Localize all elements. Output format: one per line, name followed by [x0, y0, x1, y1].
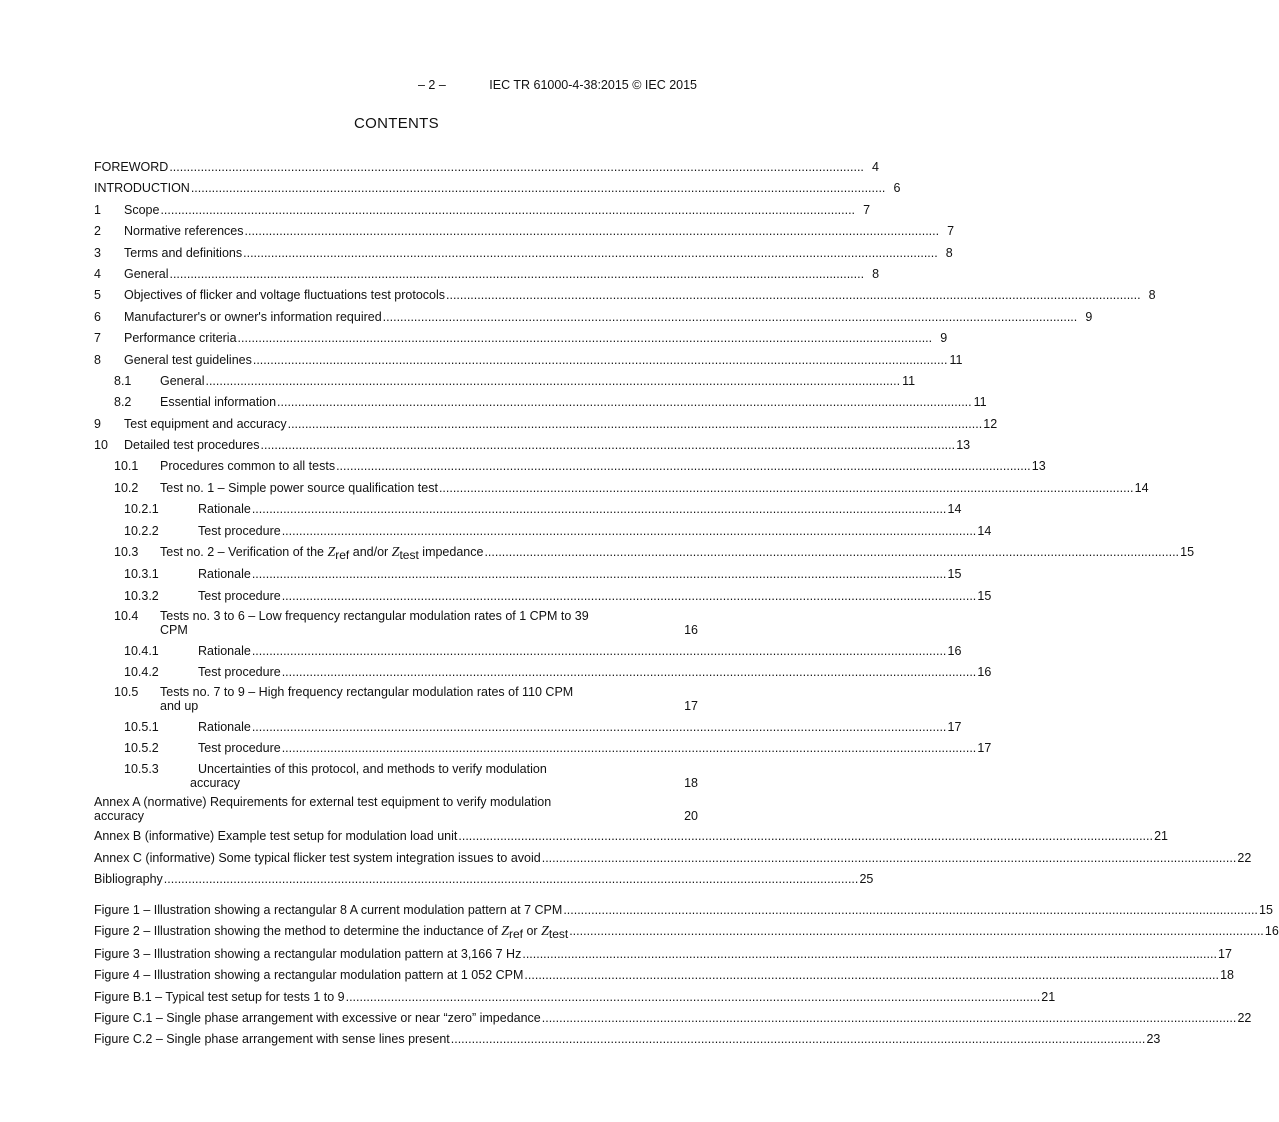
toc-entry-number: 10.3.2 [124, 588, 159, 603]
toc-entry-text: FOREWORD [94, 160, 169, 174]
page-header [418, 78, 697, 92]
toc-entry-text: Detailed test procedures [124, 438, 260, 453]
figure-entry-page: 15 [1259, 903, 1273, 917]
toc-entry-introduction[interactable] [94, 180, 901, 196]
dot-leader [252, 643, 947, 659]
toc-entry-page: 13 [956, 438, 971, 453]
dot-leader [383, 309, 1078, 325]
toc-entry-annex-a[interactable] [94, 795, 698, 823]
figure-entry-2[interactable] [94, 923, 1279, 942]
toc-entry-page: 12 [983, 416, 998, 431]
toc-entry-10-2[interactable] [94, 480, 1149, 496]
toc-entry-text-continued: and up [160, 699, 199, 714]
toc-entry-number: 10.4.1 [124, 643, 159, 658]
dot-leader [282, 664, 977, 680]
dot-leader [524, 967, 1219, 983]
dot-leader [484, 544, 1179, 560]
dot-leader [569, 923, 1264, 939]
toc-entry-number: 10.3.1 [124, 567, 159, 582]
figure-entry-b1[interactable] [94, 989, 1056, 1005]
toc-entry-page: 14 [1134, 480, 1149, 495]
toc-entry-4[interactable] [94, 266, 880, 282]
figure-entry-page: 22 [1237, 1010, 1252, 1025]
toc-entry-page: 13 [1031, 459, 1046, 474]
toc-entry-page: 14 [947, 502, 962, 517]
toc-entry-number: 10.5 [114, 685, 139, 700]
toc-entry-8-1[interactable] [94, 373, 916, 389]
toc-entry-page: 6 [893, 181, 901, 196]
dot-leader [205, 373, 900, 389]
toc-entry-text: Essential information [160, 395, 277, 410]
toc-entry-text: Terms and definitions [124, 245, 243, 260]
toc-entry-10-5-3[interactable] [94, 762, 698, 790]
dot-leader [336, 458, 1031, 474]
toc-entry-bibliography[interactable] [94, 871, 874, 887]
dot-leader [451, 1031, 1146, 1047]
toc-entry-2[interactable] [94, 223, 955, 239]
dot-leader [261, 437, 956, 453]
toc-entry-page: 11 [949, 352, 963, 367]
toc-entry-number: 10.5.1 [124, 719, 159, 734]
dot-leader [169, 266, 864, 282]
toc-entry-number: 8.2 [114, 395, 132, 410]
toc-entry-8-2[interactable] [94, 394, 987, 410]
toc-entry-number: 10.4.2 [124, 664, 159, 679]
figure-entry-text: Figure B.1 – Typical test setup for tests 1 to 9 [94, 989, 345, 1004]
toc-entry-text: Procedures common to all tests [160, 459, 336, 474]
toc-entry-text: General [160, 373, 205, 388]
figure-entry-page: 16 [1264, 924, 1279, 939]
toc-entry-page: 8 [945, 245, 953, 260]
toc-entry-number: 10.5.3 [124, 761, 159, 776]
toc-entry-page: 15 [947, 567, 962, 582]
toc-entry-number: 10.4 [114, 609, 139, 624]
figure-entry-text: Figure C.1 – Single phase arrangement with excessive or near “zero” impedance [94, 1010, 541, 1025]
toc-entry-page: 16 [947, 643, 962, 658]
dot-leader [252, 719, 947, 735]
figure-entry-c1[interactable] [94, 1010, 1252, 1026]
dot-leader [282, 588, 977, 604]
toc-entry-page: 17 [977, 741, 992, 756]
toc-entry-page: 9 [1085, 309, 1093, 324]
toc-entry-page: 17 [684, 699, 698, 714]
toc-entry-text: Uncertainties of this protocol, and methods to verify modulation [198, 761, 547, 776]
toc-entry-6[interactable] [94, 309, 1093, 325]
toc-entry-10-5-1[interactable] [94, 719, 962, 735]
toc-entry-number: 8.1 [114, 373, 132, 388]
toc-entry-10-4-1[interactable] [94, 643, 962, 659]
toc-entry-7[interactable] [94, 330, 948, 346]
dot-leader [458, 828, 1153, 844]
toc-entry-8[interactable] [94, 352, 963, 368]
toc-entry-10-2-1[interactable] [94, 501, 962, 517]
figure-entry-text: Figure 3 – Illustration showing a rectangular modulation pattern at 3,166 7 Hz [94, 946, 522, 961]
dot-leader [160, 202, 855, 218]
toc-entry-page: 22 [1237, 850, 1252, 865]
z-test-symbol: $Z_{test}$ [391, 545, 419, 563]
figure-entry-page: 23 [1146, 1032, 1161, 1047]
toc-entry-text: Test procedure [198, 741, 281, 756]
table-of-contents [94, 159, 1252, 893]
toc-entry-text: General [124, 266, 169, 281]
toc-entry-number: 4 [94, 266, 101, 281]
toc-entry-10-1[interactable] [94, 458, 1046, 474]
toc-entry-number: 10.5.2 [124, 741, 159, 756]
toc-entry-page: 7 [947, 224, 955, 239]
toc-entry-annex-c[interactable] [94, 850, 1252, 866]
toc-entry-text: Tests no. 3 to 6 – Low frequency rectangular modulation rates of 1 CPM to 39 [160, 609, 589, 624]
dot-leader [164, 871, 859, 887]
toc-entry-3[interactable] [94, 245, 953, 261]
toc-entry-page: 15 [1180, 545, 1195, 560]
toc-entry-text: Annex A (normative) Requirements for external test equipment to verify modulation [94, 794, 552, 809]
toc-entry-text: Test procedure [198, 664, 281, 679]
z-ref-symbol: $Z_{ref}$ [501, 924, 523, 942]
page-number: – 2 – [417, 78, 446, 92]
toc-entry-text: Annex B (informative) Example test setup for modulation load unit [94, 829, 458, 844]
dot-leader [346, 989, 1041, 1005]
figure-entry-page: 17 [1218, 946, 1232, 961]
dot-leader [439, 480, 1134, 496]
toc-entry-page: 8 [1148, 288, 1156, 303]
toc-entry-page: 18 [684, 775, 698, 790]
toc-entry-page: 7 [863, 202, 871, 217]
toc-entry-text: Rationale [198, 567, 251, 582]
toc-entry-number: 10.2.2 [124, 523, 159, 538]
dot-leader [277, 394, 972, 410]
toc-entry-number: 9 [94, 416, 101, 431]
figure-entry-text: Figure C.2 – Single phase arrangement with sense lines present [94, 1032, 450, 1047]
toc-entry-page: 8 [872, 266, 880, 281]
toc-entry-page: 11 [973, 395, 987, 410]
toc-entry-9[interactable] [94, 416, 998, 432]
dot-leader [563, 902, 1258, 918]
toc-entry-page: 17 [947, 719, 962, 734]
dot-leader [191, 180, 886, 196]
toc-entry-10-5[interactable] [94, 685, 698, 713]
toc-entry-page: 25 [859, 872, 874, 887]
figure-entry-4[interactable] [94, 967, 1235, 983]
toc-entry-text: Annex C (informative) Some typical flicker test system integration issues to avoid [94, 850, 541, 865]
toc-entry-text: INTRODUCTION [94, 181, 190, 196]
toc-entry-10-5-2[interactable] [94, 740, 992, 756]
toc-entry-10-4-2[interactable] [94, 664, 992, 680]
toc-entry-text-continued: CPM [160, 623, 188, 638]
toc-entry-number: 10.3 [114, 545, 139, 560]
figure-entry-text: Figure 4 – Illustration showing a rectangular modulation pattern at 1 052 CPM [94, 968, 524, 983]
toc-entry-text: Objectives of flicker and voltage fluctuations test protocols [124, 288, 445, 303]
toc-entry-text: Scope [124, 202, 160, 217]
toc-entry-text-continued: accuracy [94, 808, 145, 823]
toc-entry-page: 15 [977, 588, 992, 603]
figure-entry-page: 18 [1220, 968, 1235, 983]
dot-leader [542, 850, 1237, 866]
dot-leader [245, 223, 940, 239]
z-ref-symbol: $Z_{ref}$ [327, 545, 350, 563]
dot-leader [282, 740, 977, 756]
toc-entry-number: 7 [94, 331, 101, 346]
contents-title: CONTENTS [354, 115, 439, 132]
figure-entry-page: 21 [1041, 989, 1056, 1004]
toc-entry-number: 1 [94, 202, 101, 217]
toc-entry-10-3-1[interactable] [94, 566, 962, 582]
list-of-figures [94, 902, 1279, 1053]
toc-entry-10-3-2[interactable] [94, 588, 992, 604]
toc-entry-page: 9 [940, 331, 948, 346]
dot-leader [252, 566, 947, 582]
toc-entry-page: 16 [977, 664, 992, 679]
figure-entry-text: Figure 2 – Illustration showing the method to determine the inductance of $Z_{ref}$ or $Z_{test}$ [94, 924, 569, 942]
dot-leader [542, 1010, 1237, 1026]
dot-leader [252, 501, 947, 517]
toc-entry-page: 16 [684, 623, 698, 638]
toc-entry-number: 8 [94, 352, 101, 367]
dot-leader [169, 159, 864, 175]
dot-leader [238, 330, 933, 346]
toc-entry-text: Test no. 2 – Verification of the $Z_{ref}$ and/or $Z_{test}$ impedance [160, 545, 484, 563]
toc-entry-10-4[interactable] [94, 609, 698, 637]
toc-entry-number: 2 [94, 224, 101, 239]
dot-leader [253, 352, 948, 368]
toc-entry-text: Test equipment and accuracy [124, 416, 287, 431]
toc-entry-number: 6 [94, 309, 101, 324]
toc-entry-number: 10 [94, 438, 108, 453]
toc-entry-number: 10.2.1 [124, 502, 159, 517]
toc-entry-text: Rationale [198, 643, 251, 658]
toc-entry-text: Rationale [198, 719, 251, 734]
dot-leader [288, 416, 983, 432]
toc-entry-text: Test procedure [198, 588, 281, 603]
toc-entry-text: Test procedure [198, 523, 281, 538]
toc-entry-foreword[interactable] [94, 159, 879, 175]
toc-entry-text-continued: accuracy [190, 775, 241, 790]
figure-entry-3[interactable] [94, 946, 1232, 962]
toc-entry-text: Normative references [124, 224, 244, 239]
toc-entry-page: 11 [902, 373, 916, 388]
toc-entry-text: Tests no. 7 to 9 – High frequency rectangular modulation rates of 110 CPM [160, 685, 574, 700]
toc-entry-text: Test no. 1 – Simple power source qualification test [160, 480, 438, 495]
toc-entry-5[interactable] [94, 287, 1156, 303]
toc-entry-text: Manufacturer's or owner's information required [124, 309, 382, 324]
dot-leader [446, 287, 1141, 303]
dot-leader [282, 523, 977, 539]
toc-entry-number: 10.1 [114, 459, 139, 474]
toc-entry-text: Rationale [198, 502, 251, 517]
toc-entry-page: 20 [684, 808, 698, 823]
toc-entry-page: 21 [1154, 829, 1168, 844]
figure-entry-1[interactable] [94, 902, 1273, 918]
toc-entry-text: General test guidelines [124, 352, 252, 367]
toc-entry-text: Performance criteria [124, 331, 237, 346]
dot-leader [243, 245, 938, 261]
toc-entry-page: 4 [871, 160, 879, 174]
dot-leader [522, 946, 1217, 962]
toc-entry-10-2-2[interactable] [94, 523, 992, 539]
toc-entry-1[interactable] [94, 202, 871, 218]
toc-entry-10-3[interactable] [94, 544, 1195, 563]
toc-entry-10[interactable] [94, 437, 971, 453]
toc-entry-number: 5 [94, 288, 101, 303]
z-test-symbol: $Z_{test}$ [541, 924, 569, 942]
toc-entry-text: Bibliography [94, 872, 163, 887]
toc-entry-number: 10.2 [114, 480, 139, 495]
document-reference: IEC TR 61000-4-38:2015 © IEC 2015 [489, 78, 697, 92]
figure-entry-c2[interactable] [94, 1031, 1161, 1047]
toc-entry-number: 3 [94, 245, 101, 260]
toc-entry-annex-b[interactable] [94, 828, 1168, 844]
figure-entry-text: Figure 1 – Illustration showing a rectangular 8 A current modulation pattern at 7 CPM [94, 903, 563, 917]
toc-entry-page: 14 [977, 523, 992, 538]
